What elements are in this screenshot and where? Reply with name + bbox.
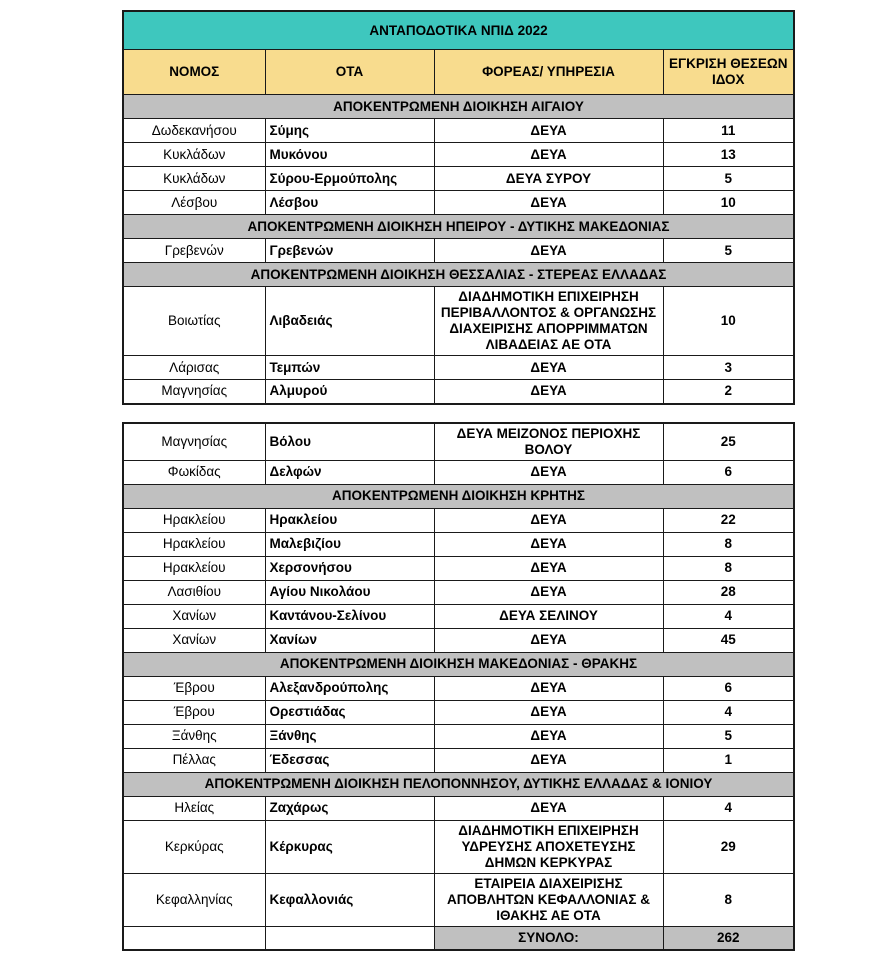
table-row	[123, 239, 794, 263]
cell-egkrisi: 28	[663, 580, 794, 604]
cell-ota: Ξάνθης	[265, 724, 434, 748]
cell-egkrisi: 2	[663, 380, 794, 404]
cell-egkrisi: 8	[663, 873, 794, 926]
cell-foreas: ΔΕΥΑ	[434, 119, 663, 143]
table-row	[123, 143, 794, 167]
table-body-2	[123, 423, 794, 951]
cell-ota: Ηρακλείου	[265, 508, 434, 532]
cell-ota: Δελφών	[265, 460, 434, 484]
section-header-label: ΑΠΟΚΕΝΤΡΩΜΕΝΗ ΔΙΟΙΚΗΣΗ ΘΕΣΣΑΛΙΑΣ - ΣΤΕΡΕΑΣ ΕΛΛΑΔΑΣ	[123, 263, 794, 287]
table-row	[123, 873, 794, 926]
cell-egkrisi: 1	[663, 748, 794, 772]
cell-ota: Αλεξανδρούπολης	[265, 676, 434, 700]
section-row	[123, 652, 794, 676]
cell-foreas: ΔΕΥΑ	[434, 143, 663, 167]
cell-foreas: ΔΕΥΑ	[434, 700, 663, 724]
cell-nomos: Χανίων	[123, 604, 265, 628]
table-row	[123, 604, 794, 628]
cell-egkrisi: 8	[663, 532, 794, 556]
cell-nomos: Ηρακλείου	[123, 508, 265, 532]
cell-foreas: ΔΙΑΔΗΜΟΤΙΚΗ ΕΠΙΧΕΙΡΗΣΗ ΥΔΡΕΥΣΗΣ ΑΠΟΧΕΤΕΥΣΗΣ ΔΗΜΩΝ ΚΕΡΚΥΡΑΣ	[434, 820, 663, 873]
table-row	[123, 423, 794, 461]
section-row	[123, 263, 794, 287]
cell-egkrisi: 10	[663, 191, 794, 215]
section-header-label: ΑΠΟΚΕΝΤΡΩΜΕΝΗ ΔΙΟΙΚΗΣΗ ΗΠΕΙΡΟΥ - ΔΥΤΙΚΗΣ ΜΑΚΕΔΟΝΙΑΣ	[123, 215, 794, 239]
cell-nomos: Δωδεκανήσου	[123, 119, 265, 143]
title-row	[123, 11, 794, 50]
tables-gap	[122, 405, 793, 422]
cell-foreas: ΔΕΥΑ	[434, 748, 663, 772]
cell-nomos: Κερκύρας	[123, 820, 265, 873]
table-part-2	[122, 422, 795, 952]
cell-nomos: Λέσβου	[123, 191, 265, 215]
section-header-label: ΑΠΟΚΕΝΤΡΩΜΕΝΗ ΔΙΟΙΚΗΣΗ ΚΡΗΤΗΣ	[123, 484, 794, 508]
cell-egkrisi: 6	[663, 460, 794, 484]
report-table-wrap	[122, 10, 793, 951]
cell-ota: Χερσονήσου	[265, 556, 434, 580]
total-empty-nomos	[123, 926, 265, 950]
cell-ota: Αλμυρού	[265, 380, 434, 404]
cell-foreas: ΔΕΥΑ	[434, 380, 663, 404]
cell-ota: Τεμπών	[265, 356, 434, 380]
table-row	[123, 532, 794, 556]
cell-egkrisi: 4	[663, 700, 794, 724]
cell-foreas: ΔΕΥΑ	[434, 460, 663, 484]
cell-egkrisi: 13	[663, 143, 794, 167]
total-empty-ota	[265, 926, 434, 950]
table-row	[123, 191, 794, 215]
table-row	[123, 700, 794, 724]
cell-nomos: Κυκλάδων	[123, 167, 265, 191]
table-row	[123, 724, 794, 748]
section-row	[123, 215, 794, 239]
table-row	[123, 167, 794, 191]
cell-ota: Μυκόνου	[265, 143, 434, 167]
section-header-label: ΑΠΟΚΕΝΤΡΩΜΕΝΗ ΔΙΟΙΚΗΣΗ ΑΙΓΑΙΟΥ	[123, 95, 794, 119]
cell-foreas: ΔΕΥΑ	[434, 724, 663, 748]
cell-ota: Αγίου Νικολάου	[265, 580, 434, 604]
cell-egkrisi: 22	[663, 508, 794, 532]
cell-foreas: ΔΕΥΑ	[434, 532, 663, 556]
cell-foreas: ΔΙΑΔΗΜΟΤΙΚΗ ΕΠΙΧΕΙΡΗΣΗ ΠΕΡΙΒΑΛΛΟΝΤΟΣ & ΟΡΓΑΝΩΣΗΣ ΔΙΑΧΕΙΡΙΣΗΣ ΑΠΟΡΡΙΜΜΑΤΩΝ ΛΙΒΑΔΕΙΑΣ ΑΕ ΟΤΑ	[434, 287, 663, 356]
cell-nomos: Μαγνησίας	[123, 380, 265, 404]
cell-nomos: Ηρακλείου	[123, 532, 265, 556]
col-header-egkrisi: ΕΓΚΡΙΣΗ ΘΕΣΕΩΝ ΙΔΟΧ	[663, 50, 794, 95]
cell-foreas: ΔΕΥΑ ΣΕΛΙΝΟΥ	[434, 604, 663, 628]
cell-egkrisi: 11	[663, 119, 794, 143]
cell-foreas: ΕΤΑΙΡΕΙΑ ΔΙΑΧΕΙΡΙΣΗΣ ΑΠΟΒΛΗΤΩΝ ΚΕΦΑΛΛΟΝΙΑΣ & ΙΘΑΚΗΣ ΑΕ ΟΤΑ	[434, 873, 663, 926]
cell-nomos: Λασιθίου	[123, 580, 265, 604]
cell-nomos: Γρεβενών	[123, 239, 265, 263]
table-row	[123, 380, 794, 404]
cell-foreas: ΔΕΥΑ	[434, 191, 663, 215]
section-row	[123, 772, 794, 796]
cell-ota: Καντάνου-Σελίνου	[265, 604, 434, 628]
column-header-row	[123, 50, 794, 95]
cell-egkrisi: 10	[663, 287, 794, 356]
cell-egkrisi: 3	[663, 356, 794, 380]
cell-nomos: Χανίων	[123, 628, 265, 652]
section-row	[123, 95, 794, 119]
cell-egkrisi: 45	[663, 628, 794, 652]
cell-nomos: Φωκίδας	[123, 460, 265, 484]
section-header-label: ΑΠΟΚΕΝΤΡΩΜΕΝΗ ΔΙΟΙΚΗΣΗ ΜΑΚΕΔΟΝΙΑΣ - ΘΡΑΚΗΣ	[123, 652, 794, 676]
cell-foreas: ΔΕΥΑ	[434, 676, 663, 700]
cell-egkrisi: 6	[663, 676, 794, 700]
cell-egkrisi: 5	[663, 239, 794, 263]
table-row	[123, 820, 794, 873]
cell-nomos: Βοιωτίας	[123, 287, 265, 356]
table-row	[123, 676, 794, 700]
table-row	[123, 748, 794, 772]
cell-ota: Χανίων	[265, 628, 434, 652]
cell-ota: Λέσβου	[265, 191, 434, 215]
table-row	[123, 628, 794, 652]
section-header-label: ΑΠΟΚΕΝΤΡΩΜΕΝΗ ΔΙΟΙΚΗΣΗ ΠΕΛΟΠΟΝΝΗΣΟΥ, ΔΥΤΙΚΗΣ ΕΛΛΑΔΑΣ & ΙΟΝΙΟΥ	[123, 772, 794, 796]
col-header-nomos: ΝΟΜΟΣ	[123, 50, 265, 95]
cell-nomos: Κεφαλληνίας	[123, 873, 265, 926]
table-row	[123, 460, 794, 484]
cell-nomos: Έβρου	[123, 676, 265, 700]
page-title: ΑΝΤΑΠΟΔΟΤΙΚΑ ΝΠΙΔ 2022	[123, 11, 794, 50]
section-row	[123, 484, 794, 508]
cell-ota: Ζαχάρως	[265, 796, 434, 820]
cell-foreas: ΔΕΥΑ	[434, 556, 663, 580]
total-row	[123, 926, 794, 950]
table-row	[123, 119, 794, 143]
cell-foreas: ΔΕΥΑ	[434, 628, 663, 652]
cell-ota: Ορεστιάδας	[265, 700, 434, 724]
cell-nomos: Πέλλας	[123, 748, 265, 772]
table-row	[123, 796, 794, 820]
cell-egkrisi: 5	[663, 724, 794, 748]
cell-foreas: ΔΕΥΑ	[434, 239, 663, 263]
table-body-1	[123, 95, 794, 404]
cell-egkrisi: 5	[663, 167, 794, 191]
col-header-ota: ΟΤΑ	[265, 50, 434, 95]
table-row	[123, 508, 794, 532]
cell-nomos: Ηλείας	[123, 796, 265, 820]
cell-foreas: ΔΕΥΑ ΜΕΙΖΟΝΟΣ ΠΕΡΙΟΧΗΣ ΒΟΛΟΥ	[434, 423, 663, 461]
cell-foreas: ΔΕΥΑ	[434, 580, 663, 604]
cell-egkrisi: 4	[663, 796, 794, 820]
cell-egkrisi: 25	[663, 423, 794, 461]
cell-ota: Σύμης	[265, 119, 434, 143]
col-header-foreas: ΦΟΡΕΑΣ/ ΥΠΗΡΕΣΙΑ	[434, 50, 663, 95]
cell-ota: Βόλου	[265, 423, 434, 461]
cell-egkrisi: 4	[663, 604, 794, 628]
cell-ota: Λιβαδειάς	[265, 287, 434, 356]
cell-foreas: ΔΕΥΑ	[434, 796, 663, 820]
cell-ota: Μαλεβιζίου	[265, 532, 434, 556]
cell-foreas: ΔΕΥΑ	[434, 356, 663, 380]
table-part-1	[122, 10, 795, 405]
cell-foreas: ΔΕΥΑ	[434, 508, 663, 532]
cell-nomos: Ηρακλείου	[123, 556, 265, 580]
cell-nomos: Κυκλάδων	[123, 143, 265, 167]
cell-nomos: Λάρισας	[123, 356, 265, 380]
cell-ota: Σύρου-Ερμούπολης	[265, 167, 434, 191]
cell-ota: Έδεσσας	[265, 748, 434, 772]
cell-foreas: ΔΕΥΑ ΣΥΡΟΥ	[434, 167, 663, 191]
cell-ota: Κεφαλλονιάς	[265, 873, 434, 926]
cell-egkrisi: 8	[663, 556, 794, 580]
cell-nomos: Μαγνησίας	[123, 423, 265, 461]
cell-nomos: Έβρου	[123, 700, 265, 724]
cell-nomos: Ξάνθης	[123, 724, 265, 748]
table-row	[123, 356, 794, 380]
table-row	[123, 556, 794, 580]
total-value: 262	[663, 926, 794, 950]
cell-egkrisi: 29	[663, 820, 794, 873]
cell-ota: Κέρκυρας	[265, 820, 434, 873]
cell-ota: Γρεβενών	[265, 239, 434, 263]
total-label: ΣΥΝΟΛΟ:	[434, 926, 663, 950]
table-row	[123, 287, 794, 356]
table-row	[123, 580, 794, 604]
